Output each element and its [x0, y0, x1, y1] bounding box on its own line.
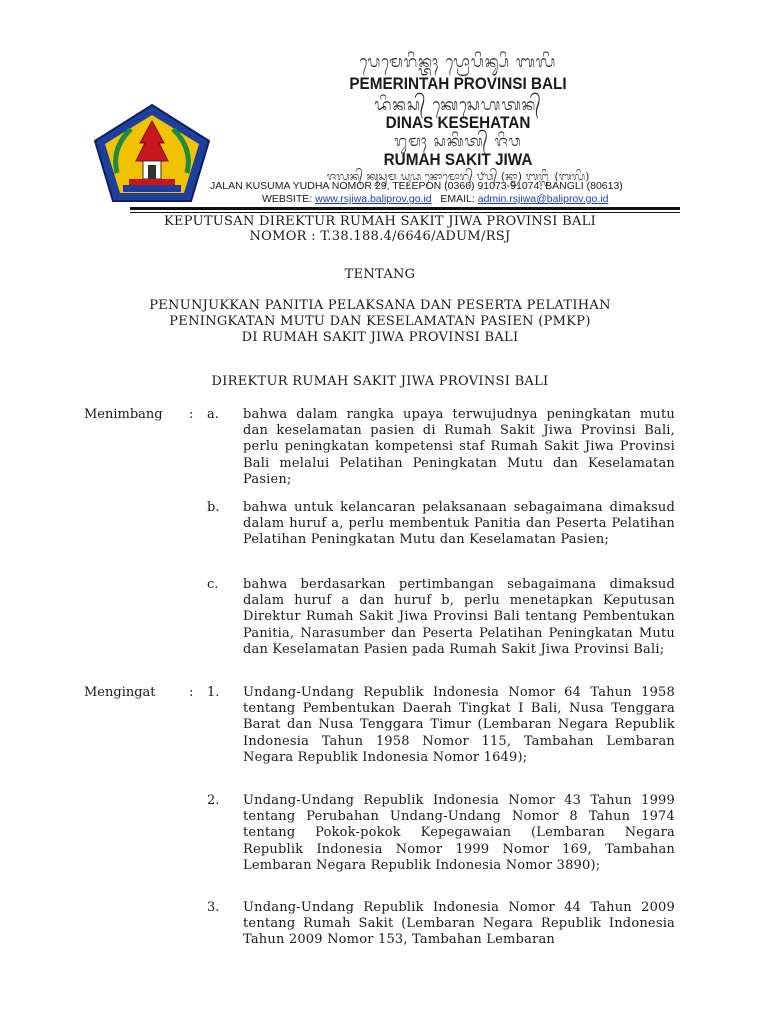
decree-number: NOMOR : T.38.188.4/6646/ADUM/RSJ [249, 229, 511, 244]
email-label: EMAIL: [440, 193, 475, 205]
balinese-script-province: ᬧᬾᬫᬾᬭᬶᬦ᭄ᬢᬄ ᬧ᭄ᬭᭀᬧᬶᬦ᭄ᬲᬶ ᬩᬮᬶ [359, 52, 557, 71]
decree-subject-line-3: DI RUMAH SAKIT JIWA PROVINSI BALI [241, 330, 519, 345]
item-marker: 3. [207, 900, 220, 915]
letterhead-hospital: RUMAH SAKIT JIWA [383, 150, 533, 169]
letterhead-org: PEMERINTAH PROVINSI BALI [349, 74, 567, 93]
decree-issuer: DIREKTUR RUMAH SAKIT JIWA PROVINSI BALI [211, 374, 549, 389]
decree-about: TENTANG [344, 267, 416, 282]
balinese-script-hospital: ᬭᬸᬫᬄ ᬲᬓᬶᬢ᭄ ᬚᬶᬯ [394, 132, 522, 150]
item-marker: c. [207, 577, 219, 592]
decree-title: KEPUTUSAN DIREKTUR RUMAH SAKIT JIWA PROVINSI BALI [163, 214, 597, 229]
section-colon: : [189, 685, 194, 700]
decree-subject-line-2: PENINGKATAN MUTU DAN KESELAMATAN PASIEN (PMKP) [169, 314, 591, 329]
section-colon: : [189, 407, 194, 422]
item-marker: 1. [207, 685, 220, 700]
item-marker: a. [207, 407, 219, 422]
mengingat-item-3: Undang-Undang Republik Indonesia Nomor 44 Tahun 2009 tentang Rumah Sakit (Lembaran Negara Republik Indonesia Tahun 2009 Nomor 153, Tambahan Lembaran [243, 900, 675, 948]
website-link[interactable]: www.rsjiwa.baliprov.go.id [315, 193, 432, 205]
mengingat-item-1: Undang-Undang Republik Indonesia Nomor 64 Tahun 1958 tentang Pembentukan Daerah Tingkat I Bali, Nusa Tenggara Barat dan Nusa Tenggara Timur (Lembaran Negara Republik Indonesia Tahun 1958 Nomor 115, Tambahan Lembaran Negara Republik Indonesia Nomor 1649); [243, 685, 675, 765]
email-link[interactable]: admin.rsjiwa@baliprov.go.id [477, 193, 609, 205]
letterhead-divider-thin [130, 212, 680, 213]
item-marker: b. [207, 500, 220, 515]
website-label: WEBSITE: [262, 193, 313, 205]
menimbang-item-c: bahwa berdasarkan pertimbangan sebagaimana dimaksud dalam huruf a dan huruf b, perlu menetapkan Keputusan Direktur Rumah Sakit Jiwa Provinsi Bali tentang Pembentukan Panitia, Narasumber dan Peserta Pelatihan Peningkatan Mutu dan Keselamatan Pasien pada Rumah Sakit Jiwa Provinsi Bali; [243, 577, 675, 657]
letterhead-address: JALAN KUSUMA YUDHA NOMOR 29, TELEPON (0366) 91073-91074, BANGLI (80613) [210, 180, 623, 192]
balinese-script-address: ᬚᬮᬦ᭄ ᬓᬸᬲᬸᬫ ᬬᬸᬥ ᬦᭀᬫᭀᬭ᭄ ᬨᬯ᭄ (ᬦ᭄ᬫᬵ) ᬩᬗ᭄ᬮᬶ (ᬩᬮᬶ) [326, 170, 590, 183]
letterhead-department: DINAS KESEHATAN [385, 113, 531, 132]
item-marker: 2. [207, 793, 220, 808]
decree-subject-line-1: PENUNJUKKAN PANITIA PELAKSANA DAN PESERTA PELATIHAN [149, 298, 611, 313]
mengingat-item-2: Undang-Undang Republik Indonesia Nomor 43 Tahun 1999 tentang Perubahan Undang-Undang Nomor 8 Tahun 1974 tentang Pokok-pokok Kepegawaian (Lembaran Negara Republik Indonesia Nomor 1999 Nomor 169, Tambahan Lembaran Negara Republik Indonesia Nomor 3890); [243, 793, 675, 873]
letterhead-contact [262, 193, 708, 205]
section-label-menimbang: Menimbang [84, 407, 163, 422]
letterhead-divider [130, 207, 680, 210]
section-label-mengingat: Mengingat [84, 685, 156, 700]
balinese-script-department: ᬤᬶᬦᬲ᭄ ᬓᬾᬲᬾᬳᬢᬦ᭄ [374, 95, 542, 114]
menimbang-item-b: bahwa untuk kelancaran pelaksanaan sebagaimana dimaksud dalam huruf a, perlu membentuk Panitia dan Peserta Pelatihan Pelatihan Peningkatan Mutu dan Keselamatan Pasien; [243, 500, 675, 548]
menimbang-item-a: bahwa dalam rangka upaya terwujudnya peningkatan mutu dan keselamatan pasien di Rumah Sakit Jiwa Provinsi Bali, perlu peningkatan kompetensi staf Rumah Sakit Jiwa Provinsi Bali melalui Pelatihan Peningkatan Mutu dan Keselamatan Pasien; [243, 407, 675, 487]
bali-province-emblem [93, 103, 211, 203]
